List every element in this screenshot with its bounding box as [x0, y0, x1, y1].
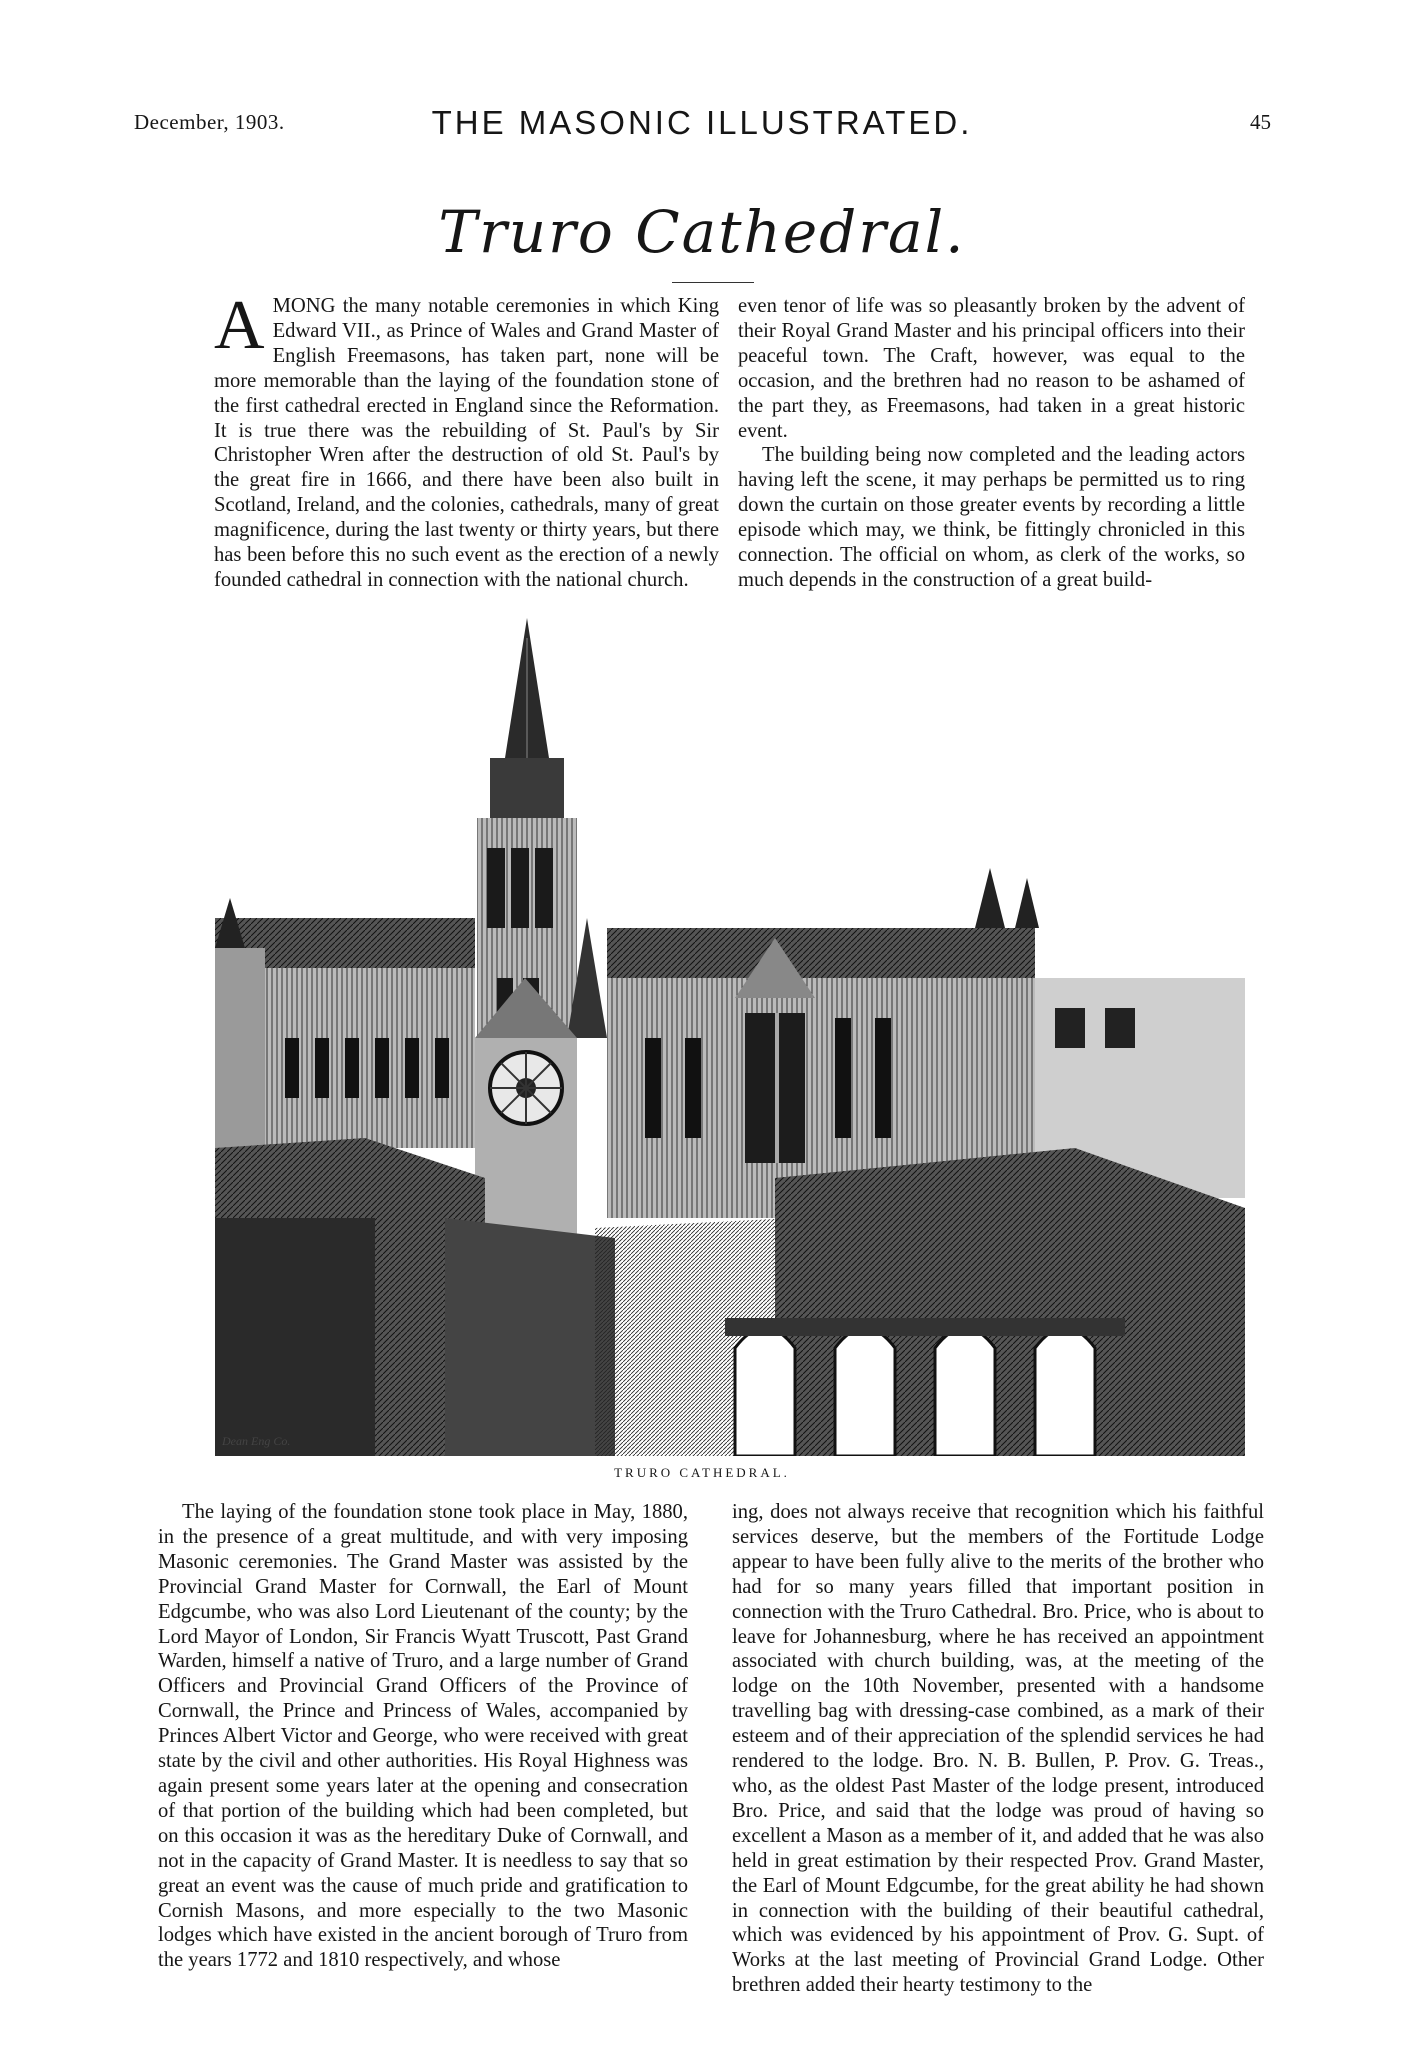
drop-cap: A: [214, 287, 265, 364]
engraver-mark: Dean Eng Co.: [222, 1434, 291, 1448]
paragraph: even tenor of life was so pleasantly broken by the advent of their Royal Grand Master and his principal officers into their peaceful town. The Craft, however, was equal to the occasion, and the brethren had no reason to be ashamed of the part they, as Freemasons, had taken in a great historic event.: [738, 295, 1245, 442]
column-4: [732, 1500, 1264, 1998]
page-number: 45: [1250, 110, 1271, 134]
paragraph-text: MONG the many notable ceremonies in which King Edward VII., as Prince of Wales and Grand Master of English Freemasons, has taken part, none will be more memorable than the laying of the foundation stone of the first cathedral erected in England since the Reformation. It is true there was the rebuilding of St. Paul's by Sir Christopher Wren after the destruction of old St. Paul's by the great fire in 1666, and there have been also built in Scotland, Ireland, and the colonies, cathedrals, many of great magnificence, during the last twenty or thirty years, but there has been before this no such event as the erection of a newly founded cathedral in connection with the national church.: [214, 295, 719, 591]
paragraph: ing, does not always receive that recognition which his faithful services deserve, but the members of the Fortitude Lodge appear to have been fully alive to the merits of the brother who had for so many years filled that important position in connection with the Truro Cathedral. Bro. Price, who is about to leave for Johannesburg, where he has received an appointment associated with church building, was, at the meeting of the lodge on the 10th November, presented with a handsome travelling bag with dressing-case combined, as a mark of their esteem and of their appreciation of the splendid services he had rendered to the lodge. Bro. N. B. Bullen, P. Prov. G. Treas., who, as the oldest Past Master of the lodge present, introduced Bro. Price, and said that the lodge was proud of having so excellent a Mason as a member of it, and added that he was also held in great estimation by their respected Prov. Grand Master, the Earl of Mount Edgcumbe, for the great ability he had shown in connection with the building of their beautiful cathedral, which was evidenced by his appointment of Prov. G. Supt. of Works at the last meeting of Provincial Grand Lodge. Other brethren added their hearty testimony to the: [732, 1501, 1264, 1997]
paragraph: [214, 287, 719, 593]
article-title: Truro Cathedral.: [438, 198, 966, 266]
running-head: [0, 104, 1404, 141]
issue-date: December, 1903.: [134, 110, 285, 134]
title-rule: [672, 282, 754, 283]
figure-caption: TRURO CATHEDRAL.: [614, 1465, 790, 1480]
column-2: [738, 294, 1245, 593]
column-3: [158, 1500, 688, 1973]
paragraph: The building being now completed and the leading actors having left the scene, it may perhaps be permitted us to ring down the curtain on those greater events by recording a little episode which may, we think, be fittingly chronicled in this connection. The official on whom, as clerk of the works, so much depends in the construction of a great build-: [738, 444, 1245, 591]
column-1: [214, 287, 719, 593]
paragraph: The laying of the foundation stone took place in May, 1880, in the presence of a great multitude, and with very imposing Masonic ceremonies. The Grand Master was assisted by the Provincial Grand Master for Cornwall, the Earl of Mount Edgcumbe, who was also Lord Lieutenant of the county; by the Lord Mayor of London, Sir Francis Wyatt Truscott, Past Grand Warden, himself a native of Truro, and a large number of Grand Officers and Provincial Grand Officers of the Province of Cornwall, the Prince and Princess of Wales, accompanied by Princes Albert Victor and George, who were received with great state by the civil and other authorities. His Royal Highness was again present some years later at the opening and consecration of that portion of the building which had been completed, but on this occasion it was as the hereditary Duke of Cornwall, and not in the capacity of Grand Master. It is needless to say that so great an event was the cause of much pride and gratification to Cornish Masons, and more especially to the two Masonic lodges which have existed in the ancient borough of Truro from the years 1772 and 1810 respectively, and whose: [158, 1501, 688, 1972]
cathedral-illustration: [215, 618, 1245, 1456]
journal-title: THE MASONIC ILLUSTRATED.: [431, 104, 973, 141]
cathedral-engraving: [215, 618, 1245, 1456]
